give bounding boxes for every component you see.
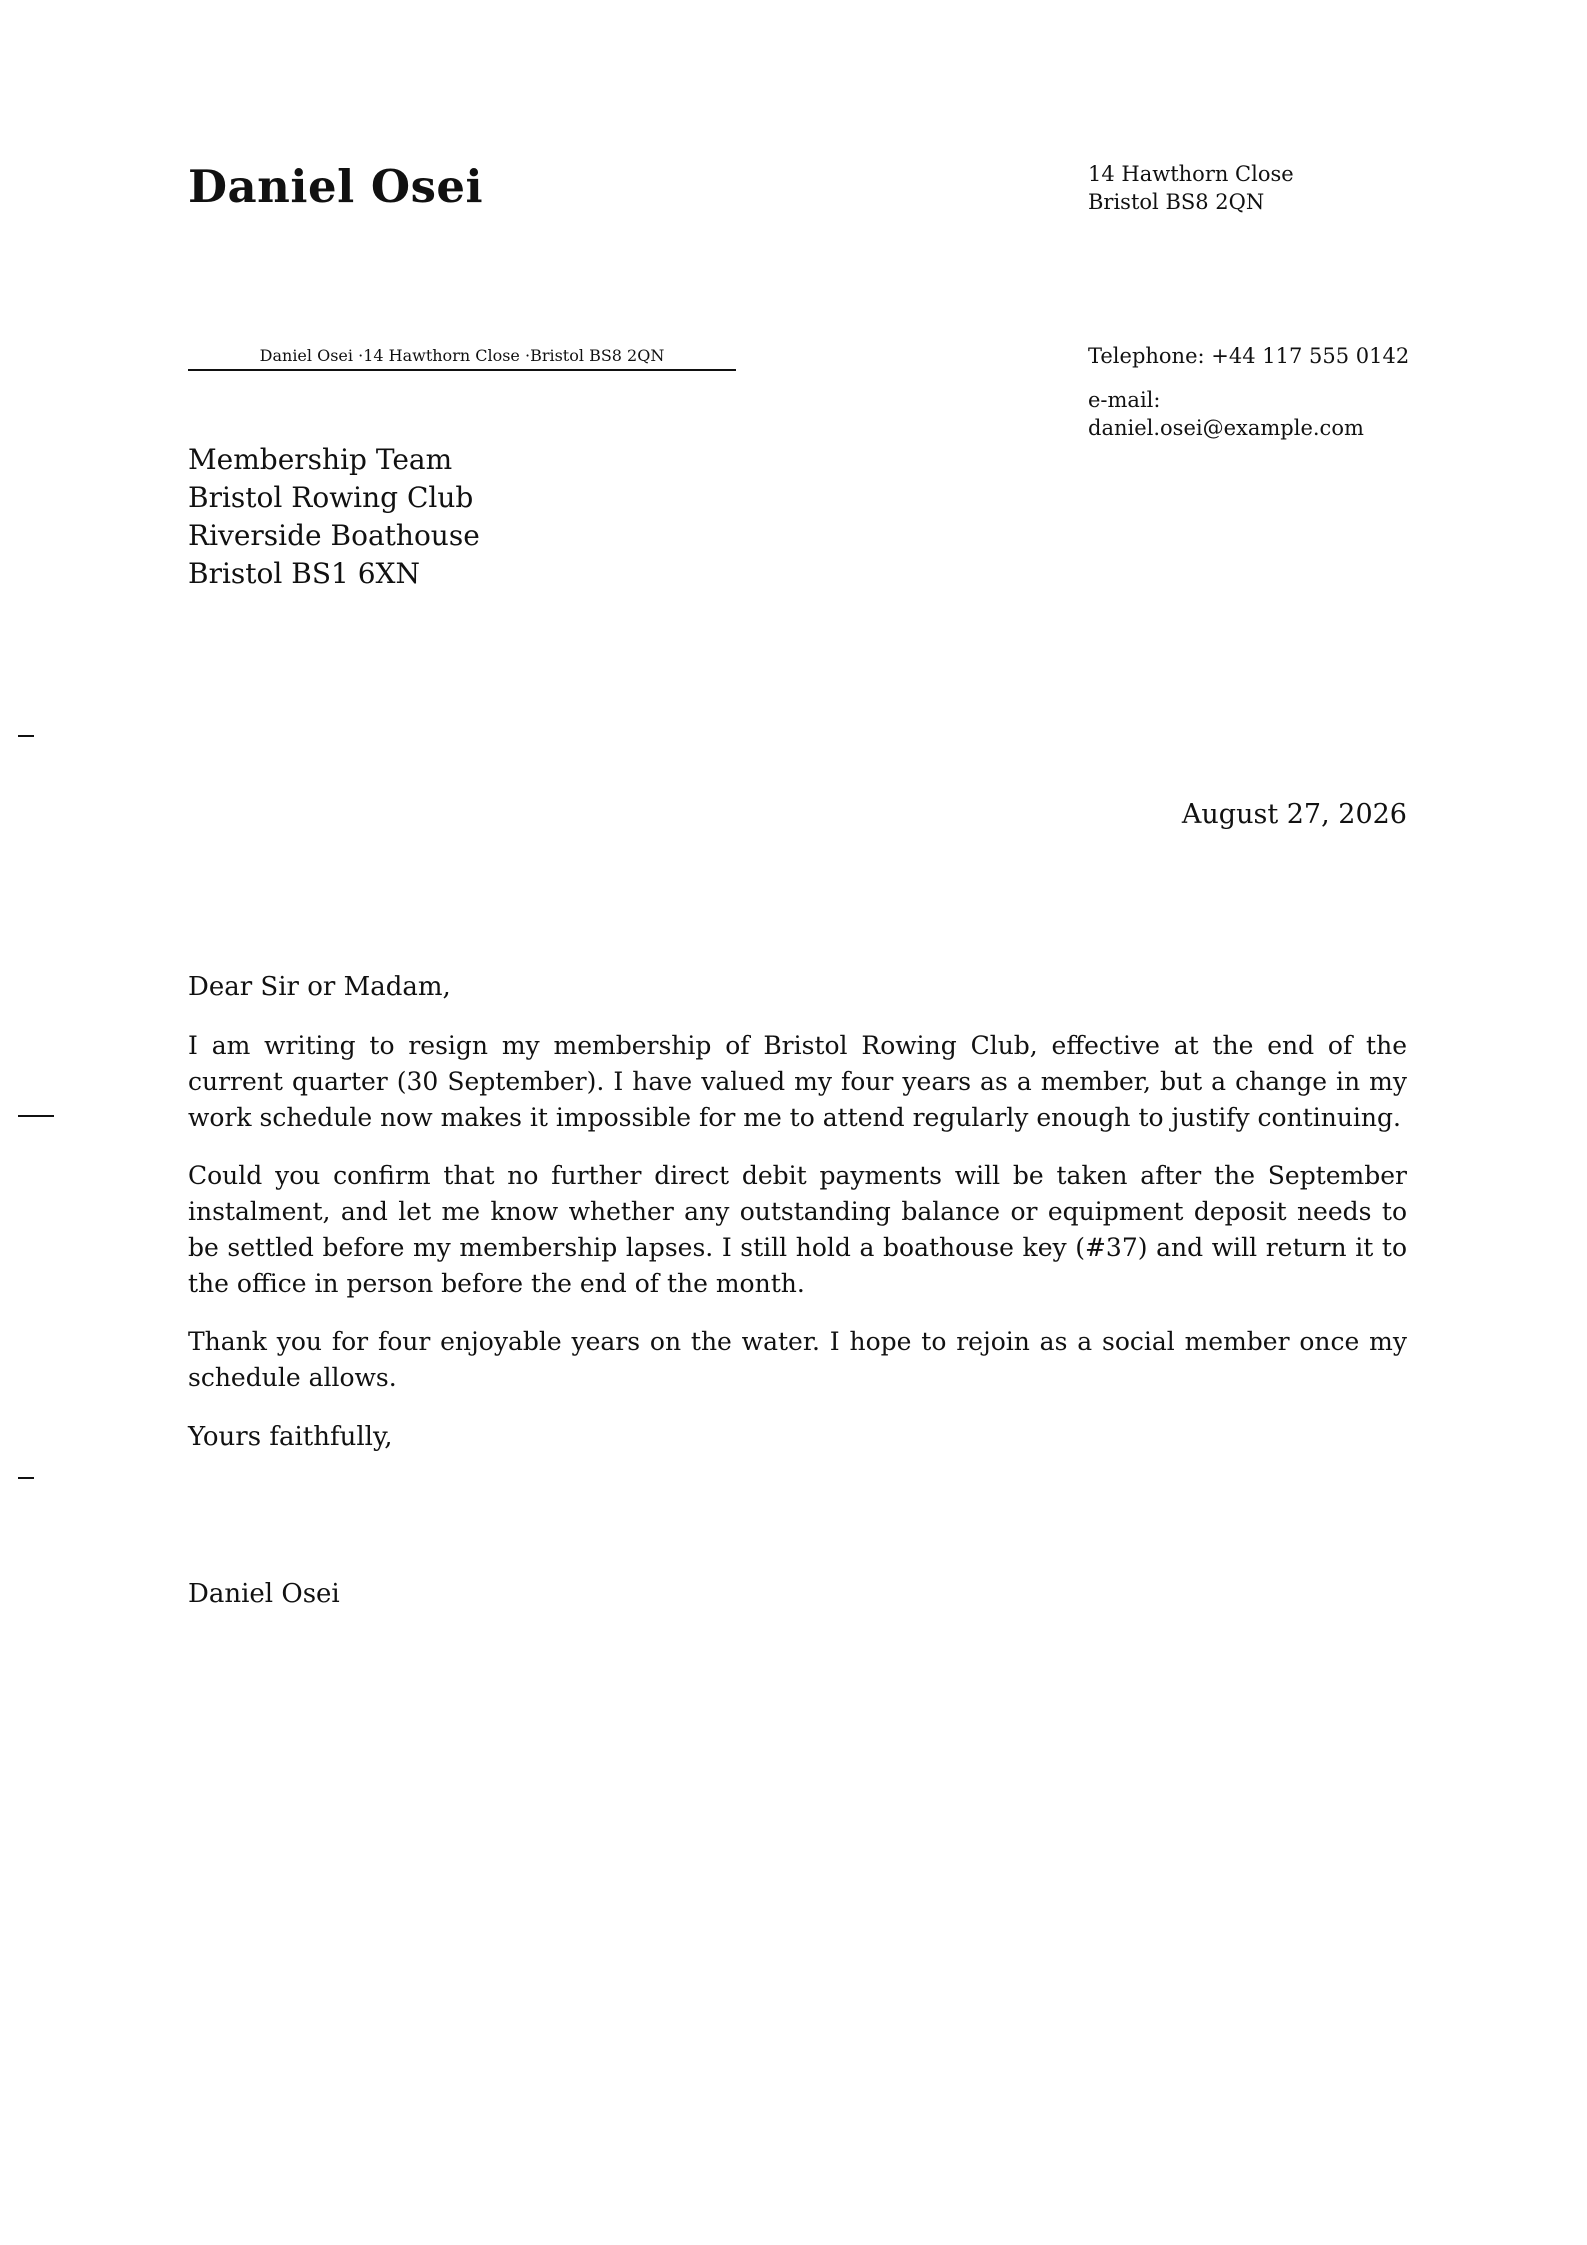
sender-address-line: Bristol BS8 2QN <box>1088 190 1265 214</box>
punch-mark <box>18 1115 54 1117</box>
sender-address <box>1088 160 1294 216</box>
sender-address-line: 14 Hawthorn Close <box>1088 162 1294 186</box>
email-address: daniel.osei@example.com <box>1088 416 1364 440</box>
fold-mark <box>18 1477 34 1479</box>
letter-body <box>188 1028 1407 1418</box>
sender-name: Daniel Osei <box>188 160 484 213</box>
body-paragraph: Could you confirm that no further direct debit payments will be taken after the September instalment, and let me know whether any outstanding balance or equipment deposit needs to be settled before my membership lapses. I still hold a boathouse key (#37) and will return it to the office in person before the end of the month. <box>188 1161 1407 1298</box>
email-label: e-mail: <box>1088 388 1161 412</box>
recipient-line: Bristol Rowing Club <box>188 481 474 514</box>
recipient-line: Bristol BS1 6XN <box>188 557 420 590</box>
letter-date: August 27, 2026 <box>1181 799 1407 830</box>
recipient-line: Riverside Boathouse <box>188 519 480 552</box>
body-paragraph: I am writing to resign my membership of Bristol Rowing Club, effective at the end of the current quarter (30 September). I have valued my four years as a member, but a change in my work schedule now makes it impossible for me to attend regularly enough to justify continuing. <box>188 1031 1407 1132</box>
salutation: Dear Sir or Madam, <box>188 972 451 1002</box>
fold-mark <box>18 735 34 737</box>
body-paragraph: Thank you for four enjoyable years on the water. I hope to rejoin as a social member once my schedule allows. <box>188 1327 1407 1392</box>
recipient-line: Membership Team <box>188 443 453 476</box>
telephone: Telephone: +44 117 555 0142 <box>1088 344 1410 368</box>
back-address: Daniel Osei ·14 Hawthorn Close ·Bristol BS8 2QN <box>188 346 736 371</box>
contact-block <box>1088 342 1409 442</box>
closing: Yours faithfully, <box>188 1422 393 1452</box>
recipient-address <box>188 441 480 593</box>
signature-name: Daniel Osei <box>188 1579 340 1609</box>
